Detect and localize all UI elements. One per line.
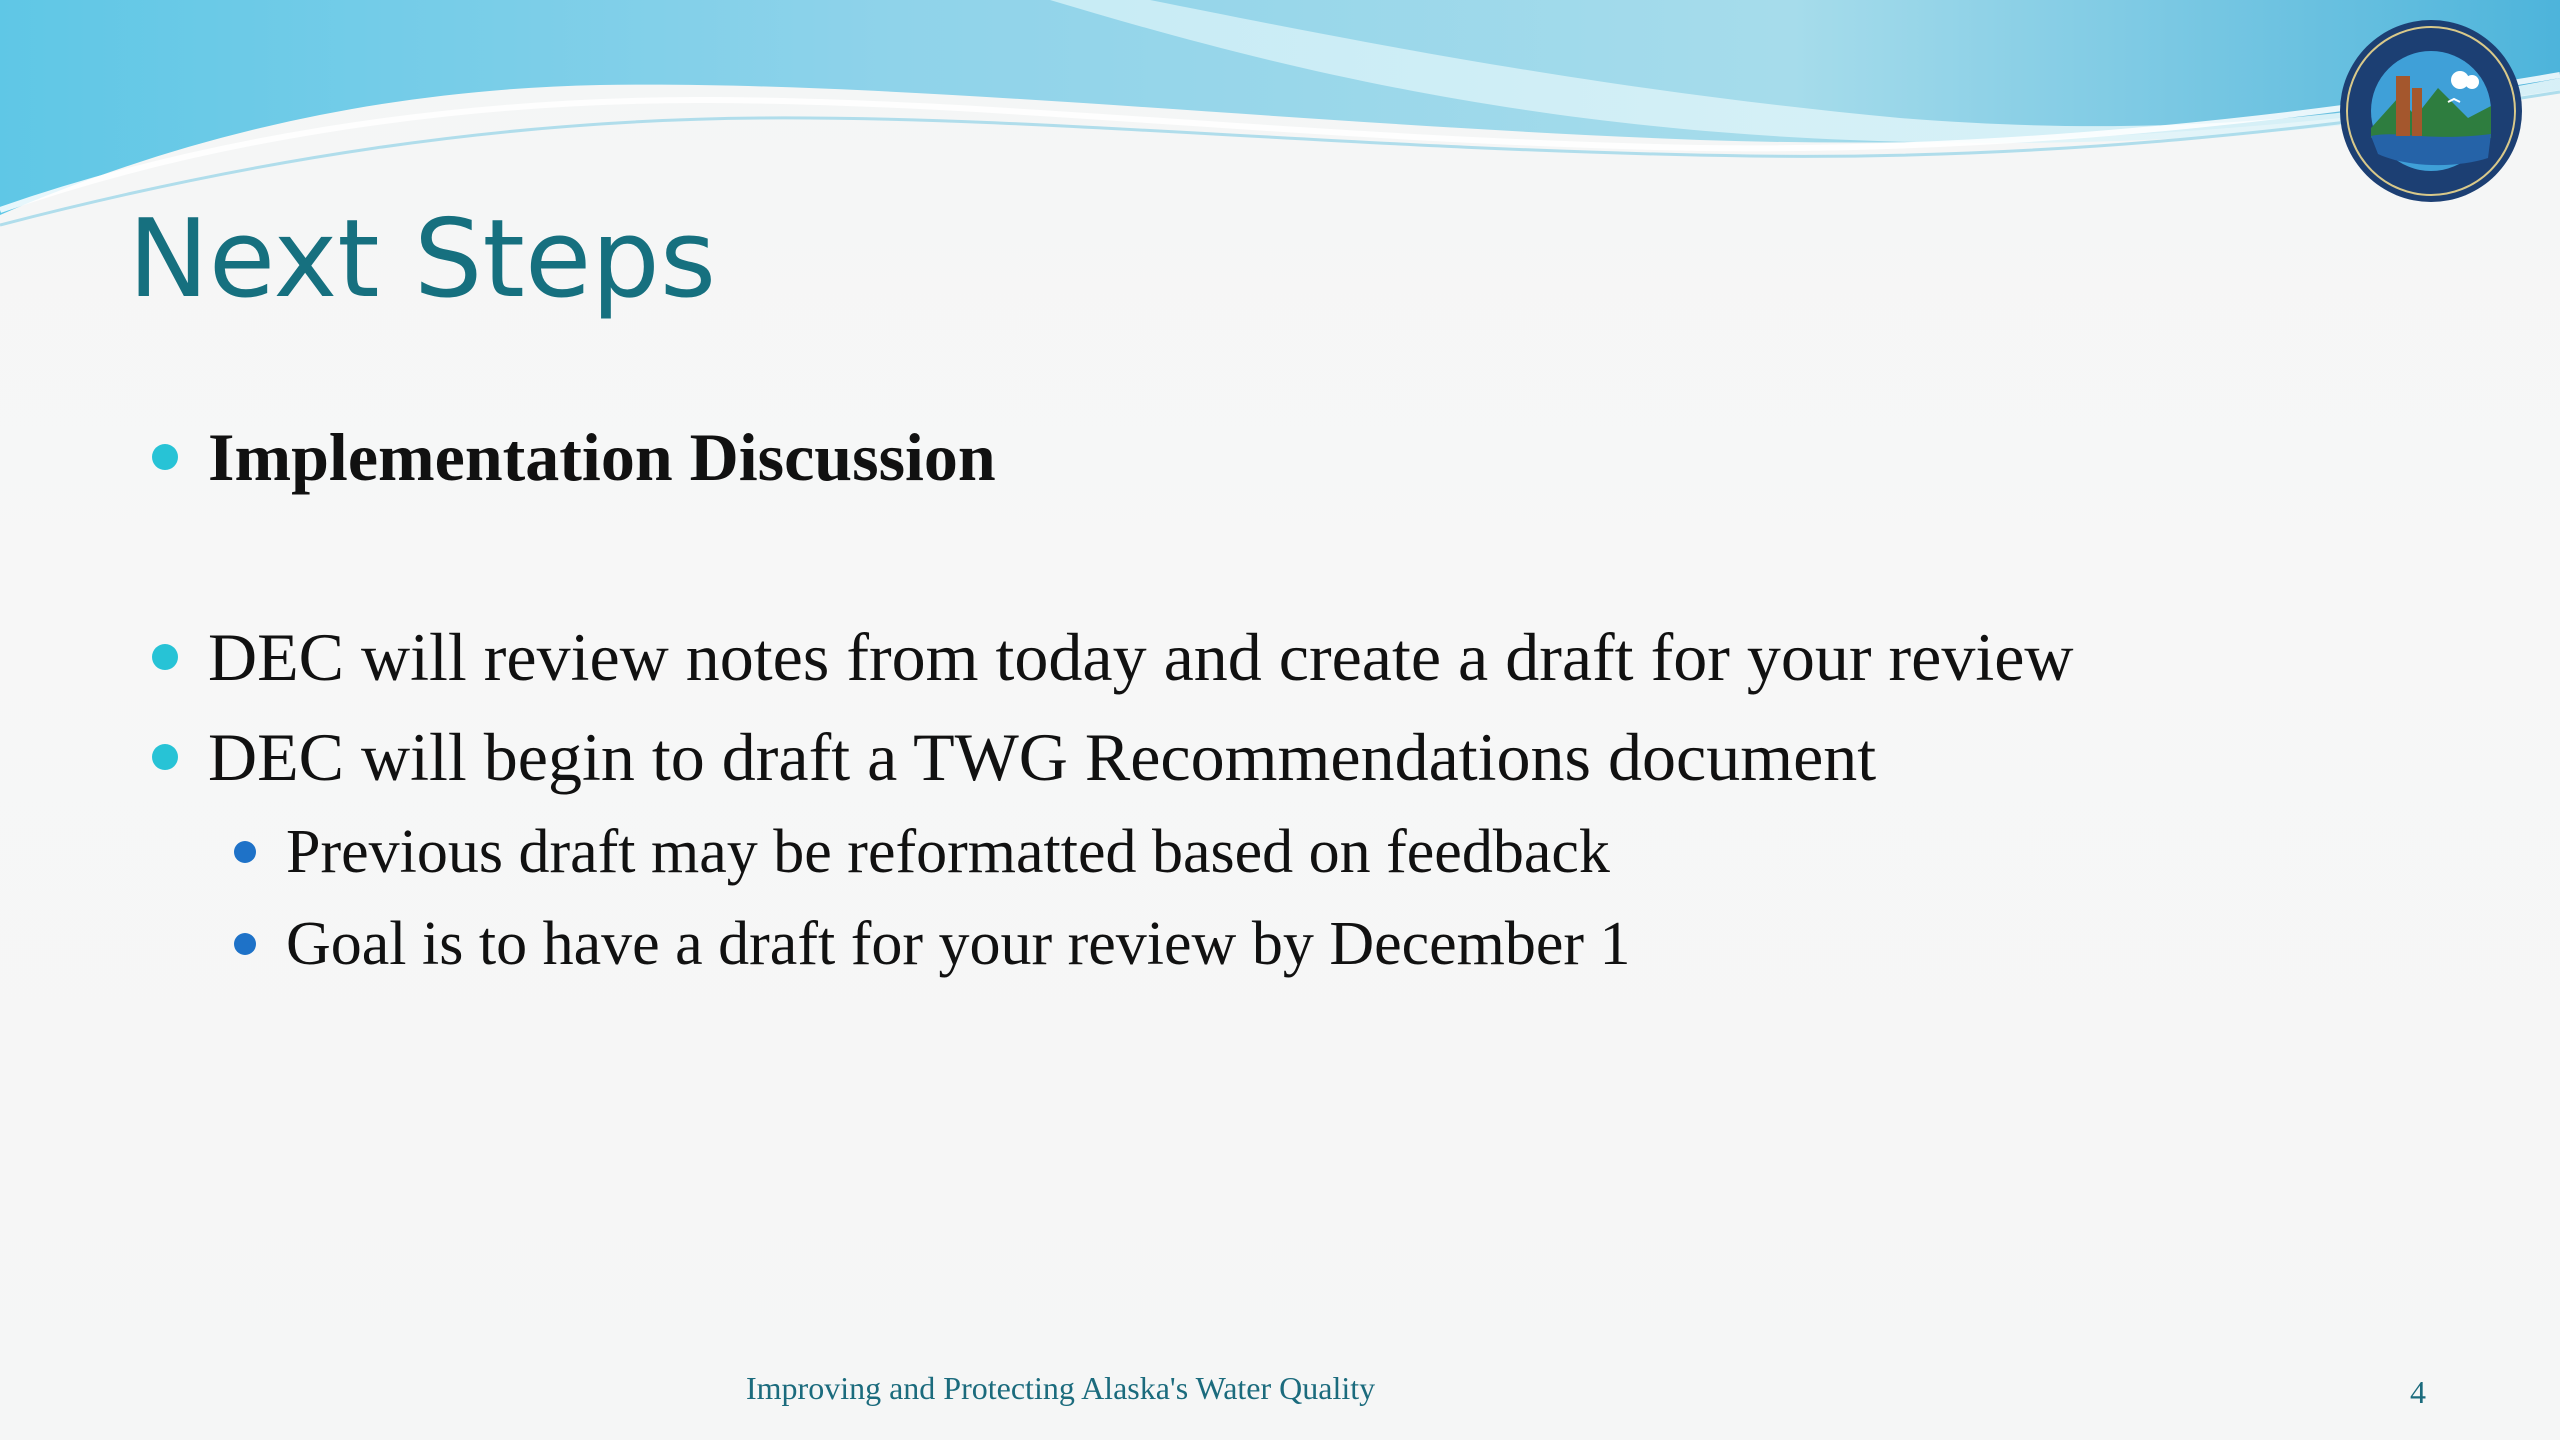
bullet-item <box>152 612 2074 702</box>
bullet-dot-icon <box>234 841 256 863</box>
bullet-item <box>152 712 1876 802</box>
page-number: 4 <box>2410 1374 2426 1410</box>
bullet-dot-icon <box>152 444 178 470</box>
sub-bullet-item <box>234 904 1631 984</box>
slide-title: Next Steps <box>128 197 717 322</box>
bullet-text: DEC will review notes from today and create a draft for your review <box>208 619 2074 695</box>
sub-bullet-item <box>234 812 1610 892</box>
bullet-text: Implementation Discussion <box>208 419 996 495</box>
bullet-text: DEC will begin to draft a TWG Recommendations document <box>208 719 1877 795</box>
bullet-dot-icon <box>152 744 178 770</box>
bullet-dot-icon <box>152 644 178 670</box>
bullet-text: Goal is to have a draft for your review by December 1 <box>286 910 1631 978</box>
footer-text: Improving and Protecting Alaska's Water Quality <box>746 1370 1376 1406</box>
bullet-dot-icon <box>234 933 256 955</box>
bullet-text: Previous draft may be reformatted based on feedback <box>286 818 1610 886</box>
bullet-item <box>152 412 996 502</box>
